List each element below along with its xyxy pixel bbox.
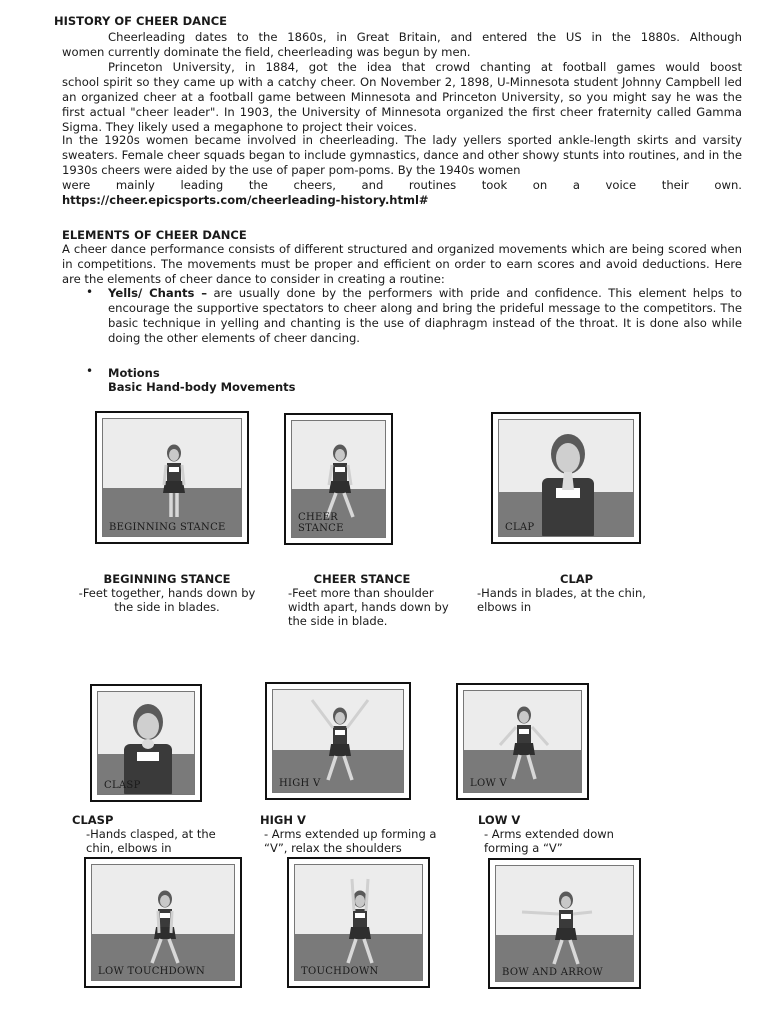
yells-item xyxy=(108,286,742,346)
yells-label: Yells/ Chants – xyxy=(108,286,208,300)
photo-cheer-stance xyxy=(284,413,393,545)
history-p1-rest: women currently dominate the field, cheerleading was begun by men. xyxy=(62,45,471,59)
motions-label: Motions xyxy=(108,366,160,380)
pose-title-cheer-stance: CHEER STANCE xyxy=(313,572,411,586)
photo-beginning-stance xyxy=(95,411,249,544)
photo-clap xyxy=(491,412,641,544)
photo-low-v xyxy=(456,683,589,800)
photo-touchdown xyxy=(287,857,430,988)
motions-sub: Basic Hand-body Movements xyxy=(108,380,296,394)
history-heading: HISTORY OF CHEER DANCE xyxy=(54,14,227,28)
figure-low-touchdown xyxy=(92,865,235,981)
history-p2-rest: school spirit so they came up with a catchy cheer. On November 2, 1898, U-Minnesota student Johnny Campbell led an organized cheer at a football game between Minnesota and Princeton University, so you might say he was the first actual "cheer leader". In 1903, the University of Minnesota organized the first cheer fraternity called Gamma Sigma. They likely used a megaphone to project their voices. xyxy=(62,75,742,134)
caption-high-v: HIGH V xyxy=(279,778,321,789)
pose-title-high-v: HIGH V xyxy=(260,813,306,827)
pose-desc-clasp: -Hands clasped, at the chin, elbows in xyxy=(86,827,216,855)
pose-title-clasp: CLASP xyxy=(72,813,114,827)
history-p1-first: Cheerleading dates to the 1860s, in Great Britain, and entered the US in the 1880s. Although xyxy=(108,30,742,44)
pose-desc-high-v: - Arms extended up forming a “V”, relax the shoulders xyxy=(264,827,437,855)
bullet-motions: • xyxy=(86,364,94,378)
history-source-link[interactable]: https://cheer.epicsports.com/cheerleading-history.html# xyxy=(62,193,429,207)
caption-bow-and-arrow: BOW AND ARROW xyxy=(502,967,604,978)
pose-title-clap: CLAP xyxy=(560,572,594,586)
pose-desc-beginning-stance: -Feet together, hands down by the side in blades. xyxy=(78,586,256,614)
history-p3: In the 1920s women became involved in cheerleading. The lady yellers sported ankle-length skirts and varsity sweaters. Female cheer squads began to include gymnastics, dance and other showy stunts into routines, and in the 1930s cheers were aided by the use of paper pom-poms. By the 1940s women xyxy=(62,133,742,177)
caption-clasp: CLASP xyxy=(104,780,141,791)
pose-title-low-v: LOW V xyxy=(478,813,521,827)
elements-intro: A cheer dance performance consists of different structured and organized movements which are being scored when in competitions. The movements must be proper and efficient on order to earn scores and avoid deductions. Here are the elements of cheer dance to consider in creating a routine: xyxy=(62,242,742,286)
caption-low-v: LOW V xyxy=(470,778,508,789)
figure-clap xyxy=(499,420,634,537)
pose-title-beginning-stance: BEGINNING STANCE xyxy=(103,572,231,586)
figure-beginning-stance xyxy=(103,419,242,537)
photo-bow-and-arrow xyxy=(488,858,641,989)
figure-bow-and-arrow xyxy=(496,866,634,982)
bullet-yells: • xyxy=(86,285,94,299)
caption-touchdown: TOUCHDOWN xyxy=(301,966,379,977)
caption-clap: CLAP xyxy=(505,522,535,533)
photo-high-v xyxy=(265,682,411,800)
pose-desc-cheer-stance: -Feet more than shoulder width apart, hands down by the side in blade. xyxy=(288,586,449,628)
pose-desc-low-v: - Arms extended down forming a “V” xyxy=(484,827,614,855)
caption-low-touchdown: LOW TOUCHDOWN xyxy=(98,966,206,977)
figure-touchdown xyxy=(295,865,423,981)
photo-low-touchdown xyxy=(84,857,242,988)
elements-heading: ELEMENTS OF CHEER DANCE xyxy=(62,228,247,242)
caption-beginning-stance: BEGINNING STANCE xyxy=(109,522,226,533)
caption-cheer-stance: CHEER STANCE xyxy=(298,512,344,534)
yells-text: are usually done by the performers with pride and confidence. This element helps to encourage the supportive spectators to cheer along and bring the prideful message to the competitors. The basic technique in yelling and chanting is the use of diaphragm instead of the throat. It is done also while doing the other elements of cheer dancing. xyxy=(108,286,742,345)
history-p3-last: were mainly leading the cheers, and routines took on a voice their own. xyxy=(62,178,742,192)
photo-clasp xyxy=(90,684,202,802)
pose-desc-clap: -Hands in blades, at the chin, elbows in xyxy=(477,586,646,614)
history-p2-first: Princeton University, in 1884, got the idea that crowd chanting at football games would boost xyxy=(108,60,742,74)
